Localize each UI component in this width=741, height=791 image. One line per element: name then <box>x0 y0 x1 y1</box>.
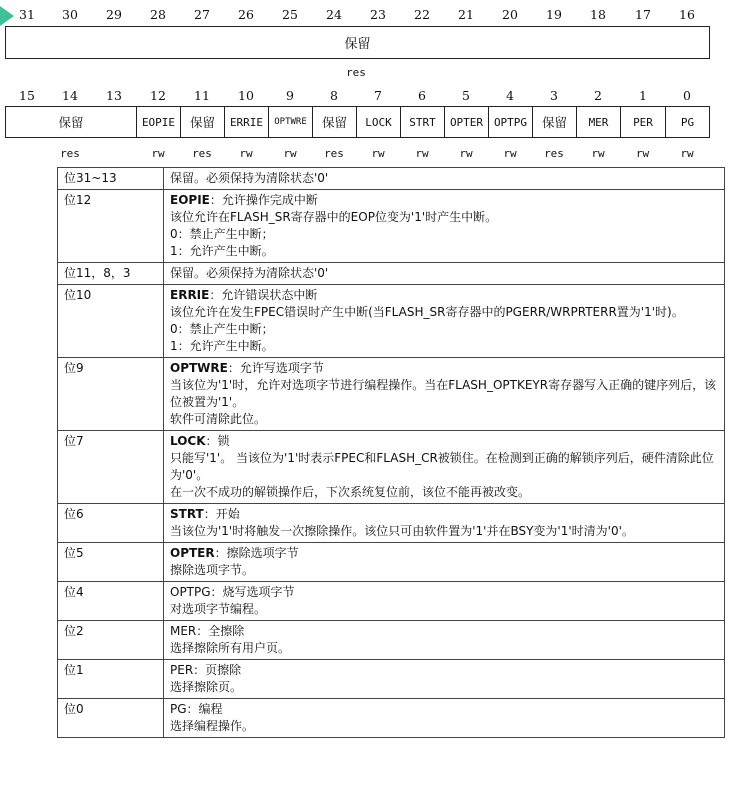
description-row <box>58 699 725 738</box>
description-line: 1：允许产生中断。 <box>170 339 274 353</box>
field-name: LOCK <box>170 434 206 448</box>
bit-label: 位0 <box>64 702 84 716</box>
description-cell <box>164 168 725 190</box>
field-title <box>170 545 718 562</box>
bit-number: 21 <box>458 7 474 22</box>
bit-label-cell <box>58 582 164 621</box>
field-title <box>170 360 718 377</box>
field-title <box>170 433 718 450</box>
bit-label: 位2 <box>64 624 84 638</box>
bit-number: 14 <box>62 88 78 103</box>
bit-label: 位11，8，3 <box>64 266 131 280</box>
access-label: rw <box>503 147 517 160</box>
register-field-label: 保留 <box>321 115 347 130</box>
description-line: 对选项字节编程。 <box>170 602 267 616</box>
bit-number: 9 <box>286 88 294 103</box>
bit-number: 6 <box>418 88 426 103</box>
register-field-strt <box>400 106 445 138</box>
description-row <box>58 168 725 190</box>
description-line: 该位允许在发生FPEC错误时产生中断(当FLASH_SR寄存器中的PGERR/WRPRTERR置为'1'时)。 <box>170 305 684 319</box>
field-title: OPTPG：烧写选项字节 <box>170 585 295 599</box>
bit-number: 16 <box>679 7 695 22</box>
access-label: rw <box>680 147 694 160</box>
bit-number: 15 <box>19 88 35 103</box>
bit-label-cell <box>58 621 164 660</box>
description-row <box>58 190 725 263</box>
bit-label: 位9 <box>64 361 84 375</box>
bit-number: 31 <box>19 7 35 22</box>
description-cell <box>164 190 725 263</box>
bit-label-cell <box>58 699 164 738</box>
field-title-rest: ：允许操作完成中断 <box>209 193 318 207</box>
description-row <box>58 621 725 660</box>
description-row <box>58 263 725 285</box>
bit-number: 8 <box>330 88 338 103</box>
bit-number: 20 <box>502 7 518 22</box>
register-field-optwre <box>268 106 313 138</box>
description-cell <box>164 431 725 504</box>
bit-label: 位10 <box>64 288 92 302</box>
description-line: 在一次不成功的解锁操作后，下次系统复位前，该位不能再被改变。 <box>170 485 531 499</box>
description-line: 0：禁止产生中断； <box>170 227 274 241</box>
bit-label: 位7 <box>64 434 84 448</box>
field-title-rest: ：开始 <box>203 507 240 521</box>
register-field-label: 保留 <box>541 115 567 130</box>
bit-number: 7 <box>374 88 382 103</box>
register-field-optpg <box>488 106 533 138</box>
register-field-reserved <box>312 106 357 138</box>
description-row <box>58 504 725 543</box>
bit-number: 11 <box>194 88 210 103</box>
field-title-rest: ：允许写选项字节 <box>227 361 324 375</box>
bit-number: 1 <box>639 88 647 103</box>
description-line: 只能写'1'。 当该位为'1'时表示FPEC和FLASH_CR被锁住。在检测到正确的解锁序列后，硬件清除此位为'0'。 <box>170 451 714 482</box>
field-title <box>170 287 718 304</box>
field-title: PG：编程 <box>170 702 223 716</box>
bit-number: 25 <box>282 7 298 22</box>
field-name: EOPIE <box>170 193 210 207</box>
description-line: 0：禁止产生中断； <box>170 322 274 336</box>
register-field-mer <box>576 106 621 138</box>
bit-label: 位5 <box>64 546 84 560</box>
bit-label: 位6 <box>64 507 84 521</box>
bit-label-cell <box>58 168 164 190</box>
bit-label-cell <box>58 358 164 431</box>
description-line: 选择编程操作。 <box>170 719 255 733</box>
access-label: rw <box>239 147 253 160</box>
description-cell <box>164 504 725 543</box>
register-field-label: LOCK <box>365 115 392 129</box>
description-line: 当该位为'1'时将触发一次擦除操作。该位只可由软件置为'1'并在BSY变为'1'时清为'0'。 <box>170 524 634 538</box>
access-label: res <box>544 147 564 160</box>
description-line: 当该位为'1'时，允许对选项字节进行编程操作。当在FLASH_OPTKEYR寄存器写入正确的键序列后，该位被置为'1'。 <box>170 378 717 409</box>
description-row <box>58 358 725 431</box>
description-line: 保留。必须保持为清除状态'0' <box>170 171 329 185</box>
access-label: rw <box>591 147 605 160</box>
bit-number: 24 <box>326 7 342 22</box>
field-name: ERRIE <box>170 288 210 302</box>
description-line: 擦除选项字节。 <box>170 563 255 577</box>
description-cell <box>164 263 725 285</box>
access-label: res <box>60 147 80 160</box>
bit-number: 4 <box>506 88 514 103</box>
register-field-per <box>620 106 666 138</box>
bit-label-cell <box>58 431 164 504</box>
description-line: 1：允许产生中断。 <box>170 244 274 258</box>
register-field-reserved <box>532 106 577 138</box>
bit-description-table <box>57 167 725 738</box>
field-title-rest: ：允许错误状态中断 <box>209 288 318 302</box>
description-cell <box>164 582 725 621</box>
description-line: 软件可清除此位。 <box>170 412 267 426</box>
bit-number: 23 <box>370 7 386 22</box>
bit-number: 28 <box>150 7 166 22</box>
description-row <box>58 582 725 621</box>
upper-reserved-field <box>5 26 710 59</box>
field-title <box>170 506 718 523</box>
field-title-rest: ：锁 <box>205 434 230 448</box>
bit-label-cell <box>58 543 164 582</box>
bit-number: 17 <box>635 7 651 22</box>
register-field-errie <box>224 106 269 138</box>
description-cell <box>164 543 725 582</box>
bit-label: 位4 <box>64 585 84 599</box>
bit-number: 2 <box>594 88 602 103</box>
description-line: 选择擦除所有用户页。 <box>170 641 291 655</box>
bit-label: 位31~13 <box>64 171 117 185</box>
register-field-opter <box>444 106 489 138</box>
description-cell <box>164 285 725 358</box>
upper-access: res <box>346 66 366 79</box>
description-cell <box>164 621 725 660</box>
register-field-lock <box>356 106 401 138</box>
access-label: rw <box>151 147 165 160</box>
register-field-label: PER <box>633 115 653 129</box>
bit-number: 0 <box>683 88 691 103</box>
field-name: STRT <box>170 507 204 521</box>
register-field-pg <box>665 106 710 138</box>
bit-number: 5 <box>462 88 470 103</box>
field-name: OPTWRE <box>170 361 228 375</box>
bit-label-cell <box>58 190 164 263</box>
access-label: rw <box>415 147 429 160</box>
field-title: PER：页擦除 <box>170 663 242 677</box>
description-line: 该位允许在FLASH_SR寄存器中的EOP位变为'1'时产生中断。 <box>170 210 498 224</box>
field-title <box>170 192 718 209</box>
upper-field-label: 保留 <box>344 37 371 52</box>
bit-number: 29 <box>106 7 122 22</box>
register-field-label: 保留 <box>58 115 84 130</box>
field-title-rest: ：擦除选项字节 <box>214 546 299 560</box>
bit-number: 13 <box>106 88 122 103</box>
register-field-reserved <box>180 106 225 138</box>
bit-number: 30 <box>62 7 78 22</box>
description-cell <box>164 660 725 699</box>
bit-number: 27 <box>194 7 210 22</box>
register-field-label: PG <box>680 115 695 129</box>
field-title: MER：全擦除 <box>170 624 245 638</box>
access-label: rw <box>371 147 385 160</box>
bit-number: 18 <box>590 7 606 22</box>
bit-number: 19 <box>546 7 562 22</box>
bit-number: 12 <box>150 88 166 103</box>
access-label: rw <box>283 147 297 160</box>
register-field-label: OPTPG <box>493 115 528 129</box>
description-line: 选择擦除页。 <box>170 680 243 694</box>
bit-label: 位1 <box>64 663 84 677</box>
bit-label-cell <box>58 504 164 543</box>
access-label: res <box>192 147 212 160</box>
register-field-label: ERRIE <box>229 115 264 129</box>
bit-label-cell <box>58 263 164 285</box>
bit-number: 3 <box>550 88 558 103</box>
description-cell <box>164 358 725 431</box>
description-line: 保留。必须保持为清除状态'0' <box>170 266 329 280</box>
bit-number: 26 <box>238 7 254 22</box>
bit-label: 位12 <box>64 193 92 207</box>
access-label: rw <box>635 147 650 160</box>
register-field-label: STRT <box>409 115 436 129</box>
description-cell <box>164 699 725 738</box>
bit-label-cell <box>58 285 164 358</box>
description-row <box>58 543 725 582</box>
bit-number: 10 <box>238 88 254 103</box>
bit-label-cell <box>58 660 164 699</box>
description-row <box>58 285 725 358</box>
register-field-reserved <box>5 106 137 138</box>
description-row <box>58 660 725 699</box>
register-field-label: OPTWRE <box>274 117 307 127</box>
register-field-label: OPTER <box>449 115 484 129</box>
field-name: OPTER <box>170 546 215 560</box>
register-field-label: MER <box>588 115 609 129</box>
register-field-label: 保留 <box>189 115 215 130</box>
register-field-label: EOPIE <box>141 115 176 129</box>
bit-number: 22 <box>414 7 430 22</box>
access-label: rw <box>459 147 473 160</box>
access-label: res <box>324 147 344 160</box>
description-row <box>58 431 725 504</box>
register-field-eopie <box>136 106 181 138</box>
